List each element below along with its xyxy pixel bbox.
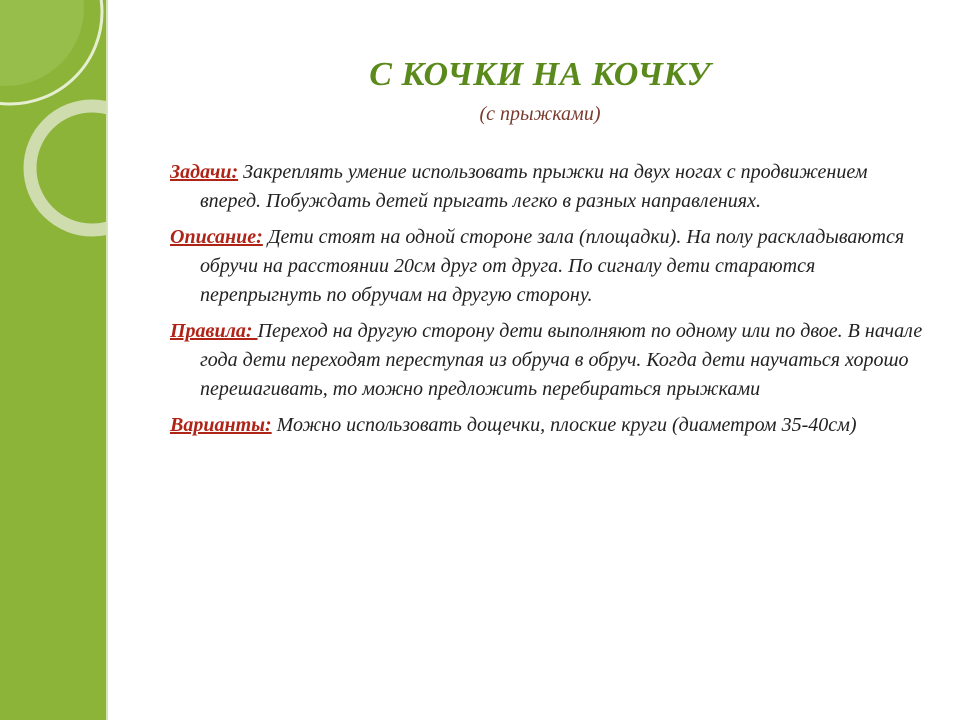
decorative-ring-thick <box>30 106 106 230</box>
decorative-disc <box>0 0 84 86</box>
tasks-text: Закреплять умение использовать прыжки на двух ногах с продвижением вперед. Побуждать детей прыгать легко в разных направлениях. <box>200 161 868 212</box>
description-text: Дети стоят на одной стороне зала (площадки). На полу раскладываются обручи на расстоянии 20см друг от друга. По сигналу дети стараются перепрыгнуть по обручам на другую сторону. <box>200 226 905 306</box>
variants-text: Можно использовать дощечки, плоские круги (диаметром 35-40см) <box>271 414 857 436</box>
tasks-label: Задачи: <box>170 161 239 183</box>
rules-paragraph <box>170 317 930 404</box>
slide-title: С КОЧКИ НА КОЧКУ <box>369 56 711 93</box>
slide-content <box>170 158 930 447</box>
rules-label: Правила: <box>170 320 258 342</box>
description-paragraph <box>170 223 930 310</box>
variants-paragraph <box>170 411 930 440</box>
variants-label: Варианты: <box>170 414 272 436</box>
decorative-circles <box>0 0 106 720</box>
side-band-edge <box>106 0 108 720</box>
rules-text: Переход на другую сторону дети выполняют по одному или по двое. В начале года дети переходят переступая из обруча в обруч. Когда дети научаться хорошо перешагивать, то можно предложить перебираться прыжками <box>200 320 923 400</box>
slide-subtitle: (с прыжками) <box>479 103 601 125</box>
description-label: Описание: <box>170 226 263 248</box>
decorative-side-band <box>0 0 106 720</box>
tasks-paragraph <box>170 158 930 216</box>
